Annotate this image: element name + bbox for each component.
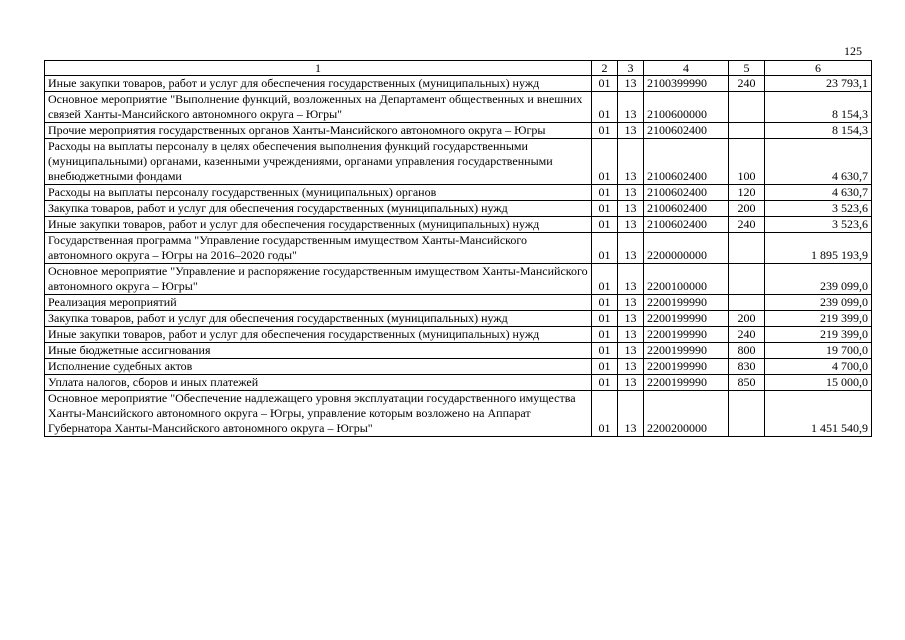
row-name: Иные закупки товаров, работ и услуг для обеспечения государственных (муниципальных) нужд	[45, 76, 592, 92]
row-section: 01	[592, 343, 618, 359]
table-row	[45, 359, 872, 375]
table-body	[45, 76, 872, 437]
row-target-article: 2200199990	[644, 359, 729, 375]
row-amount: 3 523,6	[765, 217, 872, 233]
row-name: Иные закупки товаров, работ и услуг для обеспечения государственных (муниципальных) нужд	[45, 327, 592, 343]
row-subsection: 13	[618, 391, 644, 437]
row-amount: 15 000,0	[765, 375, 872, 391]
row-name: Прочие мероприятия государственных органов Ханты-Мансийского автономного округа – Югры	[45, 123, 592, 139]
table-row	[45, 76, 872, 92]
row-expense-type: 240	[729, 76, 765, 92]
row-section: 01	[592, 295, 618, 311]
page-number: 125	[844, 44, 862, 58]
row-name: Закупка товаров, работ и услуг для обеспечения государственных (муниципальных) нужд	[45, 201, 592, 217]
table-row	[45, 327, 872, 343]
row-name: Исполнение судебных актов	[45, 359, 592, 375]
row-subsection: 13	[618, 295, 644, 311]
table-row	[45, 92, 872, 123]
row-amount: 239 099,0	[765, 264, 872, 295]
table-row	[45, 295, 872, 311]
row-section: 01	[592, 139, 618, 185]
row-section: 01	[592, 201, 618, 217]
header-row	[45, 61, 872, 76]
row-target-article: 2200200000	[644, 391, 729, 437]
table-row	[45, 391, 872, 437]
row-target-article: 2100602400	[644, 139, 729, 185]
header-amount: 6	[765, 61, 872, 76]
row-subsection: 13	[618, 359, 644, 375]
row-subsection: 13	[618, 201, 644, 217]
row-name: Уплата налогов, сборов и иных платежей	[45, 375, 592, 391]
row-name: Реализация мероприятий	[45, 295, 592, 311]
row-subsection: 13	[618, 327, 644, 343]
row-subsection: 13	[618, 233, 644, 264]
row-subsection: 13	[618, 375, 644, 391]
row-subsection: 13	[618, 123, 644, 139]
row-subsection: 13	[618, 311, 644, 327]
row-target-article: 2100600000	[644, 92, 729, 123]
row-expense-type: 240	[729, 217, 765, 233]
table-row	[45, 139, 872, 185]
row-expense-type: 830	[729, 359, 765, 375]
row-amount: 4 630,7	[765, 139, 872, 185]
row-section: 01	[592, 185, 618, 201]
row-amount: 219 399,0	[765, 327, 872, 343]
row-expense-type: 240	[729, 327, 765, 343]
row-amount: 19 700,0	[765, 343, 872, 359]
row-name: Основное мероприятие "Обеспечение надлежащего уровня эксплуатации государственного имущества Ханты-Мансийского автономного округа – Югры, управление которым возложено на Аппарат Губернатора Ханты-Мансийского автономного округа – Югры"	[45, 391, 592, 437]
table-row	[45, 233, 872, 264]
header-subsection: 3	[618, 61, 644, 76]
row-section: 01	[592, 359, 618, 375]
row-target-article: 2200199990	[644, 375, 729, 391]
row-expense-type	[729, 391, 765, 437]
table-row	[45, 201, 872, 217]
row-expense-type: 100	[729, 139, 765, 185]
header-section: 2	[592, 61, 618, 76]
table-header	[45, 61, 872, 76]
row-section: 01	[592, 391, 618, 437]
row-name: Основное мероприятие "Выполнение функций, возложенных на Департамент общественных и внешних связей Ханты-Мансийского автономного округа – Югры"	[45, 92, 592, 123]
row-target-article: 2100602400	[644, 123, 729, 139]
row-target-article: 2100602400	[644, 217, 729, 233]
row-subsection: 13	[618, 92, 644, 123]
row-name: Государственная программа "Управление государственным имуществом Ханты-Мансийского автономного округа – Югры на 2016–2020 годы"	[45, 233, 592, 264]
row-subsection: 13	[618, 343, 644, 359]
row-section: 01	[592, 311, 618, 327]
row-target-article: 2100602400	[644, 185, 729, 201]
row-section: 01	[592, 92, 618, 123]
row-amount: 239 099,0	[765, 295, 872, 311]
row-amount: 4 700,0	[765, 359, 872, 375]
row-amount: 23 793,1	[765, 76, 872, 92]
table-row	[45, 123, 872, 139]
header-expense-type: 5	[729, 61, 765, 76]
row-target-article: 2200199990	[644, 295, 729, 311]
row-subsection: 13	[618, 76, 644, 92]
row-expense-type	[729, 264, 765, 295]
row-target-article: 2200199990	[644, 327, 729, 343]
row-target-article: 2200100000	[644, 264, 729, 295]
row-subsection: 13	[618, 217, 644, 233]
row-name: Расходы на выплаты персоналу в целях обеспечения выполнения функций государственными (муниципальными) органами, казенными учреждениями, органами управления государственными внебюджетными фондами	[45, 139, 592, 185]
row-amount: 4 630,7	[765, 185, 872, 201]
row-section: 01	[592, 375, 618, 391]
row-section: 01	[592, 123, 618, 139]
table-row	[45, 375, 872, 391]
row-subsection: 13	[618, 139, 644, 185]
row-section: 01	[592, 217, 618, 233]
row-section: 01	[592, 264, 618, 295]
row-subsection: 13	[618, 264, 644, 295]
header-name: 1	[45, 61, 592, 76]
row-target-article: 2100602400	[644, 201, 729, 217]
budget-table	[44, 60, 872, 437]
row-target-article: 2200199990	[644, 343, 729, 359]
table-row	[45, 343, 872, 359]
row-expense-type	[729, 92, 765, 123]
row-amount: 1 451 540,9	[765, 391, 872, 437]
row-name: Иные бюджетные ассигнования	[45, 343, 592, 359]
row-section: 01	[592, 327, 618, 343]
header-target-article: 4	[644, 61, 729, 76]
row-section: 01	[592, 76, 618, 92]
row-expense-type: 200	[729, 311, 765, 327]
row-amount: 1 895 193,9	[765, 233, 872, 264]
row-amount: 3 523,6	[765, 201, 872, 217]
table-row	[45, 311, 872, 327]
table-row	[45, 185, 872, 201]
table-row	[45, 217, 872, 233]
row-expense-type	[729, 233, 765, 264]
row-expense-type: 800	[729, 343, 765, 359]
row-name: Расходы на выплаты персоналу государственных (муниципальных) органов	[45, 185, 592, 201]
row-subsection: 13	[618, 185, 644, 201]
row-name: Закупка товаров, работ и услуг для обеспечения государственных (муниципальных) нужд	[45, 311, 592, 327]
row-name: Иные закупки товаров, работ и услуг для обеспечения государственных (муниципальных) нужд	[45, 217, 592, 233]
row-amount: 8 154,3	[765, 92, 872, 123]
row-name: Основное мероприятие "Управление и распоряжение государственным имуществом Ханты-Мансийского автономного округа – Югры"	[45, 264, 592, 295]
row-amount: 219 399,0	[765, 311, 872, 327]
row-expense-type	[729, 295, 765, 311]
row-target-article: 2200199990	[644, 311, 729, 327]
row-target-article: 2200000000	[644, 233, 729, 264]
row-expense-type	[729, 123, 765, 139]
table-row	[45, 264, 872, 295]
row-expense-type: 200	[729, 201, 765, 217]
row-amount: 8 154,3	[765, 123, 872, 139]
row-section: 01	[592, 233, 618, 264]
row-target-article: 2100399990	[644, 76, 729, 92]
row-expense-type: 120	[729, 185, 765, 201]
row-expense-type: 850	[729, 375, 765, 391]
